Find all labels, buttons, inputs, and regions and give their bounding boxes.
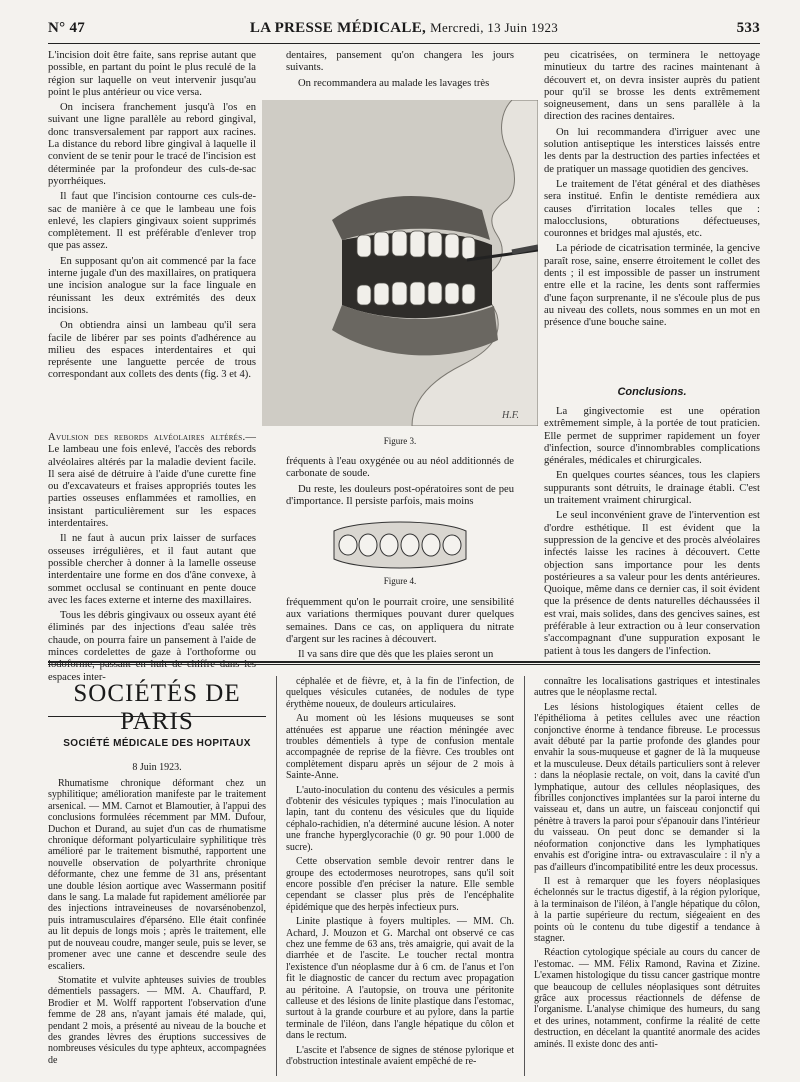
section-separator-thin bbox=[48, 664, 760, 665]
mouth-gingivectomy-drawing bbox=[262, 100, 538, 426]
paragraph: Tous les débris gingivaux ou osseux ayant été éliminés par des injections d'eau salée très chaude, on pourra faire un pansement à l'aide de minces cordelettes de gaze à l'orthoforme ou iodoforme, passant en huit de chiffre dans les espaces inter- bbox=[48, 610, 256, 683]
paragraph: Le seul inconvénient grave de l'intervention est d'ordre esthétique. Il est évident que la suppression de la gencive et des procès alvéolaires infectés laisse les racines à découvert. Cette objection sans importance pour les dents postérieures a sa valeur pour les dents antérieures. Quoique, même dans ce dernier cas, il soit évident que la présence de dents naturelles déchaussées il est vrai, mais solides, dans des gencives saines, est préférable à leur extraction ou à leur conservation s'accompagnant d'une suppuration exposant le patient à tous les dangers de l'infection. bbox=[544, 510, 760, 657]
article-column-2-bottom bbox=[286, 597, 514, 664]
paragraph: Il ne faut à aucun prix laisser de surfaces osseuses irrégulières, et il faut autant que possible chercher à donner à la lamelle osseuse interdentaire une forme en dos d'âne convexe, à sommet occlusal se continuant en pente douce avec les faces externe et interne des maxillaires. bbox=[48, 533, 256, 606]
figure-3-illustration bbox=[262, 100, 538, 426]
bottom-column-2 bbox=[286, 676, 514, 1070]
paragraph: Les lésions histologiques étaient celles de l'épithélioma à petites cellules avec une réaction conjonctive énorme à tendance fibreuse. Le processus avait débuté par la partie profonde des glandes pour envahir la sous-muqueuse et gagner de là la muqueuse et la musculeuse. Deux détails particuliers sont à relever : dans la néoplasie rectale, on voit, dans la cavité d'un lymphatique, autour des cellules néoplasiques, des fibrilles conjonctives implantées sur la paroi interne du vaisseau et, dans un autre, un faisceau conjonctif qui pénètre à travers la paroi pour s'épanouir dans l'intérieur du vaisseau. On peut donc se demander si la néoformation conjonctive dans les lymphatiques envahis est d'origine intra- ou extravasculaire : il n'y a pas d'ailleurs d'incompatibilité entre les deux processus. bbox=[534, 701, 760, 873]
conclusions-heading: Conclusions. bbox=[617, 386, 687, 398]
paragraph: On incisera franchement jusqu'à l'os en suivant une ligne parallèle au rebord gingival, donc transversalement par rapport aux racines. La distance du rebord libre gingival à laquelle il convient de se tenir pour le tracé de l'incision est déterminée par la profondeur des culs-de-sac pyorrhéiques. bbox=[48, 102, 256, 187]
issue-date: Mercredi, 13 Juin 1923 bbox=[430, 20, 559, 35]
paragraph: Il va sans dire que dès que les plaies seront un bbox=[298, 649, 494, 661]
page-number: 533 bbox=[736, 20, 760, 36]
conclusions-text bbox=[544, 406, 760, 661]
figure-3-caption: Figure 3. bbox=[383, 436, 417, 446]
section-separator bbox=[48, 661, 760, 663]
paragraph: Linite plastique à foyers multiples. — MM. Ch. Achard, J. Mouzon et G. Marchal ont observé ce cas chez une femme de 63 ans, très amaigrie, qui avait de la diarrhée et de l'ascite. Le toucher rectal montra l'existence d'un néoplasme dur à 6 cm. de l'anus et l'on fit le diagnostic de cancer du rectum avec propagation au péritoine. A l'autopsie, on trouva une péritonite calleuse et des lésions de linite plastique dans l'estomac, surtout à la grande courbure et au pylore, dans la partie terminale de l'iléon, dans l'angle hépatique du côlon et dans le rectum. bbox=[286, 916, 514, 1042]
figure-4-illustration bbox=[330, 517, 470, 572]
paragraph: Le traitement de l'état général et des diathèses sera institué. Enfin le dentiste remédiera aux causes d'irritation locales telles que : malocclusions, obturations défectueuses, couronnes et bridges mal ajustés, etc. bbox=[544, 178, 760, 240]
session-date: 8 Juin 1923. bbox=[132, 762, 182, 773]
column-rule bbox=[524, 676, 525, 1076]
article-column-2-top bbox=[286, 50, 514, 93]
paragraph: fréquemment qu'on le pourrait croire, une sensibilité aux variations thermiques pouvant durer quelques semaines. Dans ce cas, on appliquera du nitrate d'argent sur les racines à découvert. bbox=[286, 597, 514, 645]
issue-number: N° 47 bbox=[48, 20, 86, 36]
paragraph: L'incision doit être faite, sans reprise autant que possible, en partant du point le plus reculé de la région sur laquelle on veut intervenir jusqu'au point le plus antérieur ou vice versa. bbox=[48, 50, 256, 98]
paragraph: En quelques courtes séances, tous les clapiers suppurants sont détruits, le drainage établi. C'est un traitement vraiment chirurgical. bbox=[544, 470, 760, 507]
paragraph: La période de cicatrisation terminée, la gencive paraît rose, saine, enserre étroitement le collet des dents ; il est impossible de passer un instrument entre elle et la racine, les dents sont raffermies d'une façon surprenante, il ne s'écoule plus de pus au niveau des collets, nous sommes en un mot en présence d'une bouche saine. bbox=[544, 243, 760, 329]
column-rule bbox=[276, 676, 277, 1076]
article-column-1 bbox=[48, 50, 256, 385]
gingival-strip-drawing bbox=[330, 517, 470, 572]
paragraph: peu cicatrisées, on terminera le nettoyage minutieux du tartre des racines maintenant à découvert et, on devra insister auprès du patient pour qu'il se brosse les dents extrêmement soigneusement, dans un sens parallèle à la direction des racines dentaires. bbox=[544, 50, 760, 123]
paragraph: On obtiendra ainsi un lambeau qu'il sera facile de libérer par ses points d'adhérence au milieu des espaces interdentaires et qui représente une languette percée de trous correspondant aux collets des dents (fig. 3 et 4). bbox=[48, 320, 256, 381]
paragraph: En supposant qu'on ait commencé par la face interne jugale d'un des maxillaires, on pratiquera une incision analogue sur la face linguale en réunissant les deux extrémités des deux incisions. bbox=[48, 255, 256, 316]
paragraph: Réaction cytologique spéciale au cours du cancer de l'estomac. — MM. Félix Ramond, Ravina et Zizine. L'examen histologique du tissu cancer gastrique montre que beaucoup de cellules néoplasiques sont détruites grâce aux processus réactionnels de défense de l'organisme. L'analyse chimique des humeurs, du sang et des urines, notamment, confirme la réalité de cette destruction, en décelant la quantité anormale des acides aminés. Il existe donc des anti- bbox=[534, 947, 760, 1050]
paragraph: On lui recommandera d'irriguer avec une solution antiseptique les interstices laissés entre les dents par la destruction des parties infectées et de pratiquer un massage quotidien des gencives. bbox=[544, 126, 760, 175]
paragraph: céphalée et de fièvre, et, à la fin de l'infection, de quelques vésicules cutanées, de nodules de type érythème noueux, de douleurs articulaires. bbox=[286, 676, 514, 710]
paragraph: L'ascite et l'absence de signes de sténose pylorique et d'obstruction intestinale avaient empêché de re- bbox=[286, 1044, 514, 1067]
section-avulsion: Avulsion des rebords alvéolaires altérés.— Le lambeau une fois enlevé, l'accès des rebords alvéolaires altérés par la maladie devient facile. Il sera aisé de détruire à l'aide d'une curette fine ou d'excavateurs et fraises appropriés toutes les parties osseuses enflammées et ramollies, en insistant particulièrement sur les espaces interdentaires. bbox=[48, 432, 256, 530]
journal-title: LA PRESSE MÉDICALE, Mercredi, 13 Juin 1923 bbox=[249, 20, 559, 36]
figure-4-caption: Figure 4. bbox=[383, 576, 417, 586]
bottom-column-1 bbox=[48, 778, 266, 1069]
article-column-1-cont bbox=[48, 432, 256, 687]
paragraph: On recommandera au malade les lavages très bbox=[298, 77, 490, 89]
masthead bbox=[48, 20, 760, 42]
paragraph: fréquents à l'eau oxygénée ou au néol additionnés de carbonate de soude. bbox=[286, 456, 514, 480]
paragraph: Au moment où les lésions muqueuses se sont atténuées est apparue une réaction méningée avec troubles démentiels à type de confusion mentale accompagnée de reprise de la fièvre. Ces troubles ont complètement disparu après un séjour de 2 mois à Sainte-Anne. bbox=[286, 713, 514, 782]
paragraph: La gingivectomie est une opération extrêmement simple, à la portée de tout praticien. Elle permet de supprimer rapidement un foyer d'infection, source d'innombrables complications générales, médicales et chirurgicales. bbox=[544, 406, 760, 467]
paragraph: Il faut que l'incision contourne ces culs-de-sac de manière à ce que le lambeau une fois enlevé, les clapiers gingivaux soient supprimés complètement. Il est préférable d'enlever trop que pas assez. bbox=[48, 191, 256, 252]
figure-3-signature: H.F. bbox=[502, 410, 520, 421]
paragraph: Cette observation semble devoir rentrer dans le groupe des ectodermoses neurotropes, sans qu'il soit encore possible d'en préciser la nature. Elle semble cependant se classer plus près de l'encéphalite épidémique que des herpès infectieux purs. bbox=[286, 856, 514, 913]
paragraph: Du reste, les douleurs post-opératoires sont de peu d'importance. Il persiste parfois, mais moins bbox=[286, 483, 514, 507]
header-rule bbox=[48, 43, 760, 44]
paragraph: connaître les localisations gastriques et intestinales autres que le néoplasme rectal. bbox=[534, 676, 760, 699]
bottom-column-3 bbox=[534, 676, 760, 1053]
article-column-2-mid bbox=[286, 456, 514, 511]
section-title-rule bbox=[48, 716, 266, 717]
paragraph: dentaires, pansement qu'on changera les jours suivants. bbox=[286, 50, 514, 74]
paragraph: Rhumatisme chronique déformant chez un syphilitique; amélioration manifeste par le traitement arsenical. — MM. Carnot et Blamoutier, à l'appui des conclusions formulées récemment par MM. Dufour, Duchon et Durand, au sujet d'un cas de rhumatisme chronique déformant polyarticulaire syphilitique très amélioré par le traitement bismuthé, rapportent une nouvelle observation de polyarthrite chronique déformante, chez une femme de 31 ans, présentant une double lésion aortique avec Wassermann positif dans le sang. La malade fut rapidement améliorée par des injections intraveineuses de novarsénobenzol, puis intramusculaires d'éparséno. Elle était confinée au lit depuis de longs mois ; après le traitement, elle put de nouveau coudre, manger seule, puis se lever, se promener avec une canne et descendre seule des escaliers. bbox=[48, 778, 266, 972]
society-name: SOCIÉTÉ MÉDICALE DES HOPITAUX bbox=[63, 738, 251, 749]
paragraph: L'auto-inoculation du contenu des vésicules a permis d'obtenir des vésicules typiques ; mais l'inoculation au lapin, tant du contenu des vésicules que du liquide céphalo-rachidien, n'a déterminé aucune lésion. A noter une franche hyperglycorachie (0 gr. 90 pour 1.000 de sucre). bbox=[286, 784, 514, 853]
section-title: SOCIÉTÉS DE PARIS bbox=[73, 680, 241, 735]
paragraph: Stomatite et vulvite aphteuses suivies de troubles démentiels passagers. — MM. A. Chauffard, P. Brodier et M. Wolff rapportent l'observation d'une femme de 28 ans, n'ayant jamais été malade, qui, pendant 2 mois, a présenté au niveau de la bouche et des grandes lèvres des éruptions successives de nombreuses vésicules du type aphteux, accompagnées de bbox=[48, 974, 266, 1066]
paragraph: Il est à remarquer que les foyers néoplasiques échelonnés sur le tractus digestif, à la région pylorique, à la terminaison de l'iléon, à l'angle hépatique du côlon, à la partie supérieure du rectum, siégeaient en des points où le contenu du tube digestif a tendance à stagner. bbox=[534, 875, 760, 944]
article-column-3 bbox=[544, 50, 760, 333]
